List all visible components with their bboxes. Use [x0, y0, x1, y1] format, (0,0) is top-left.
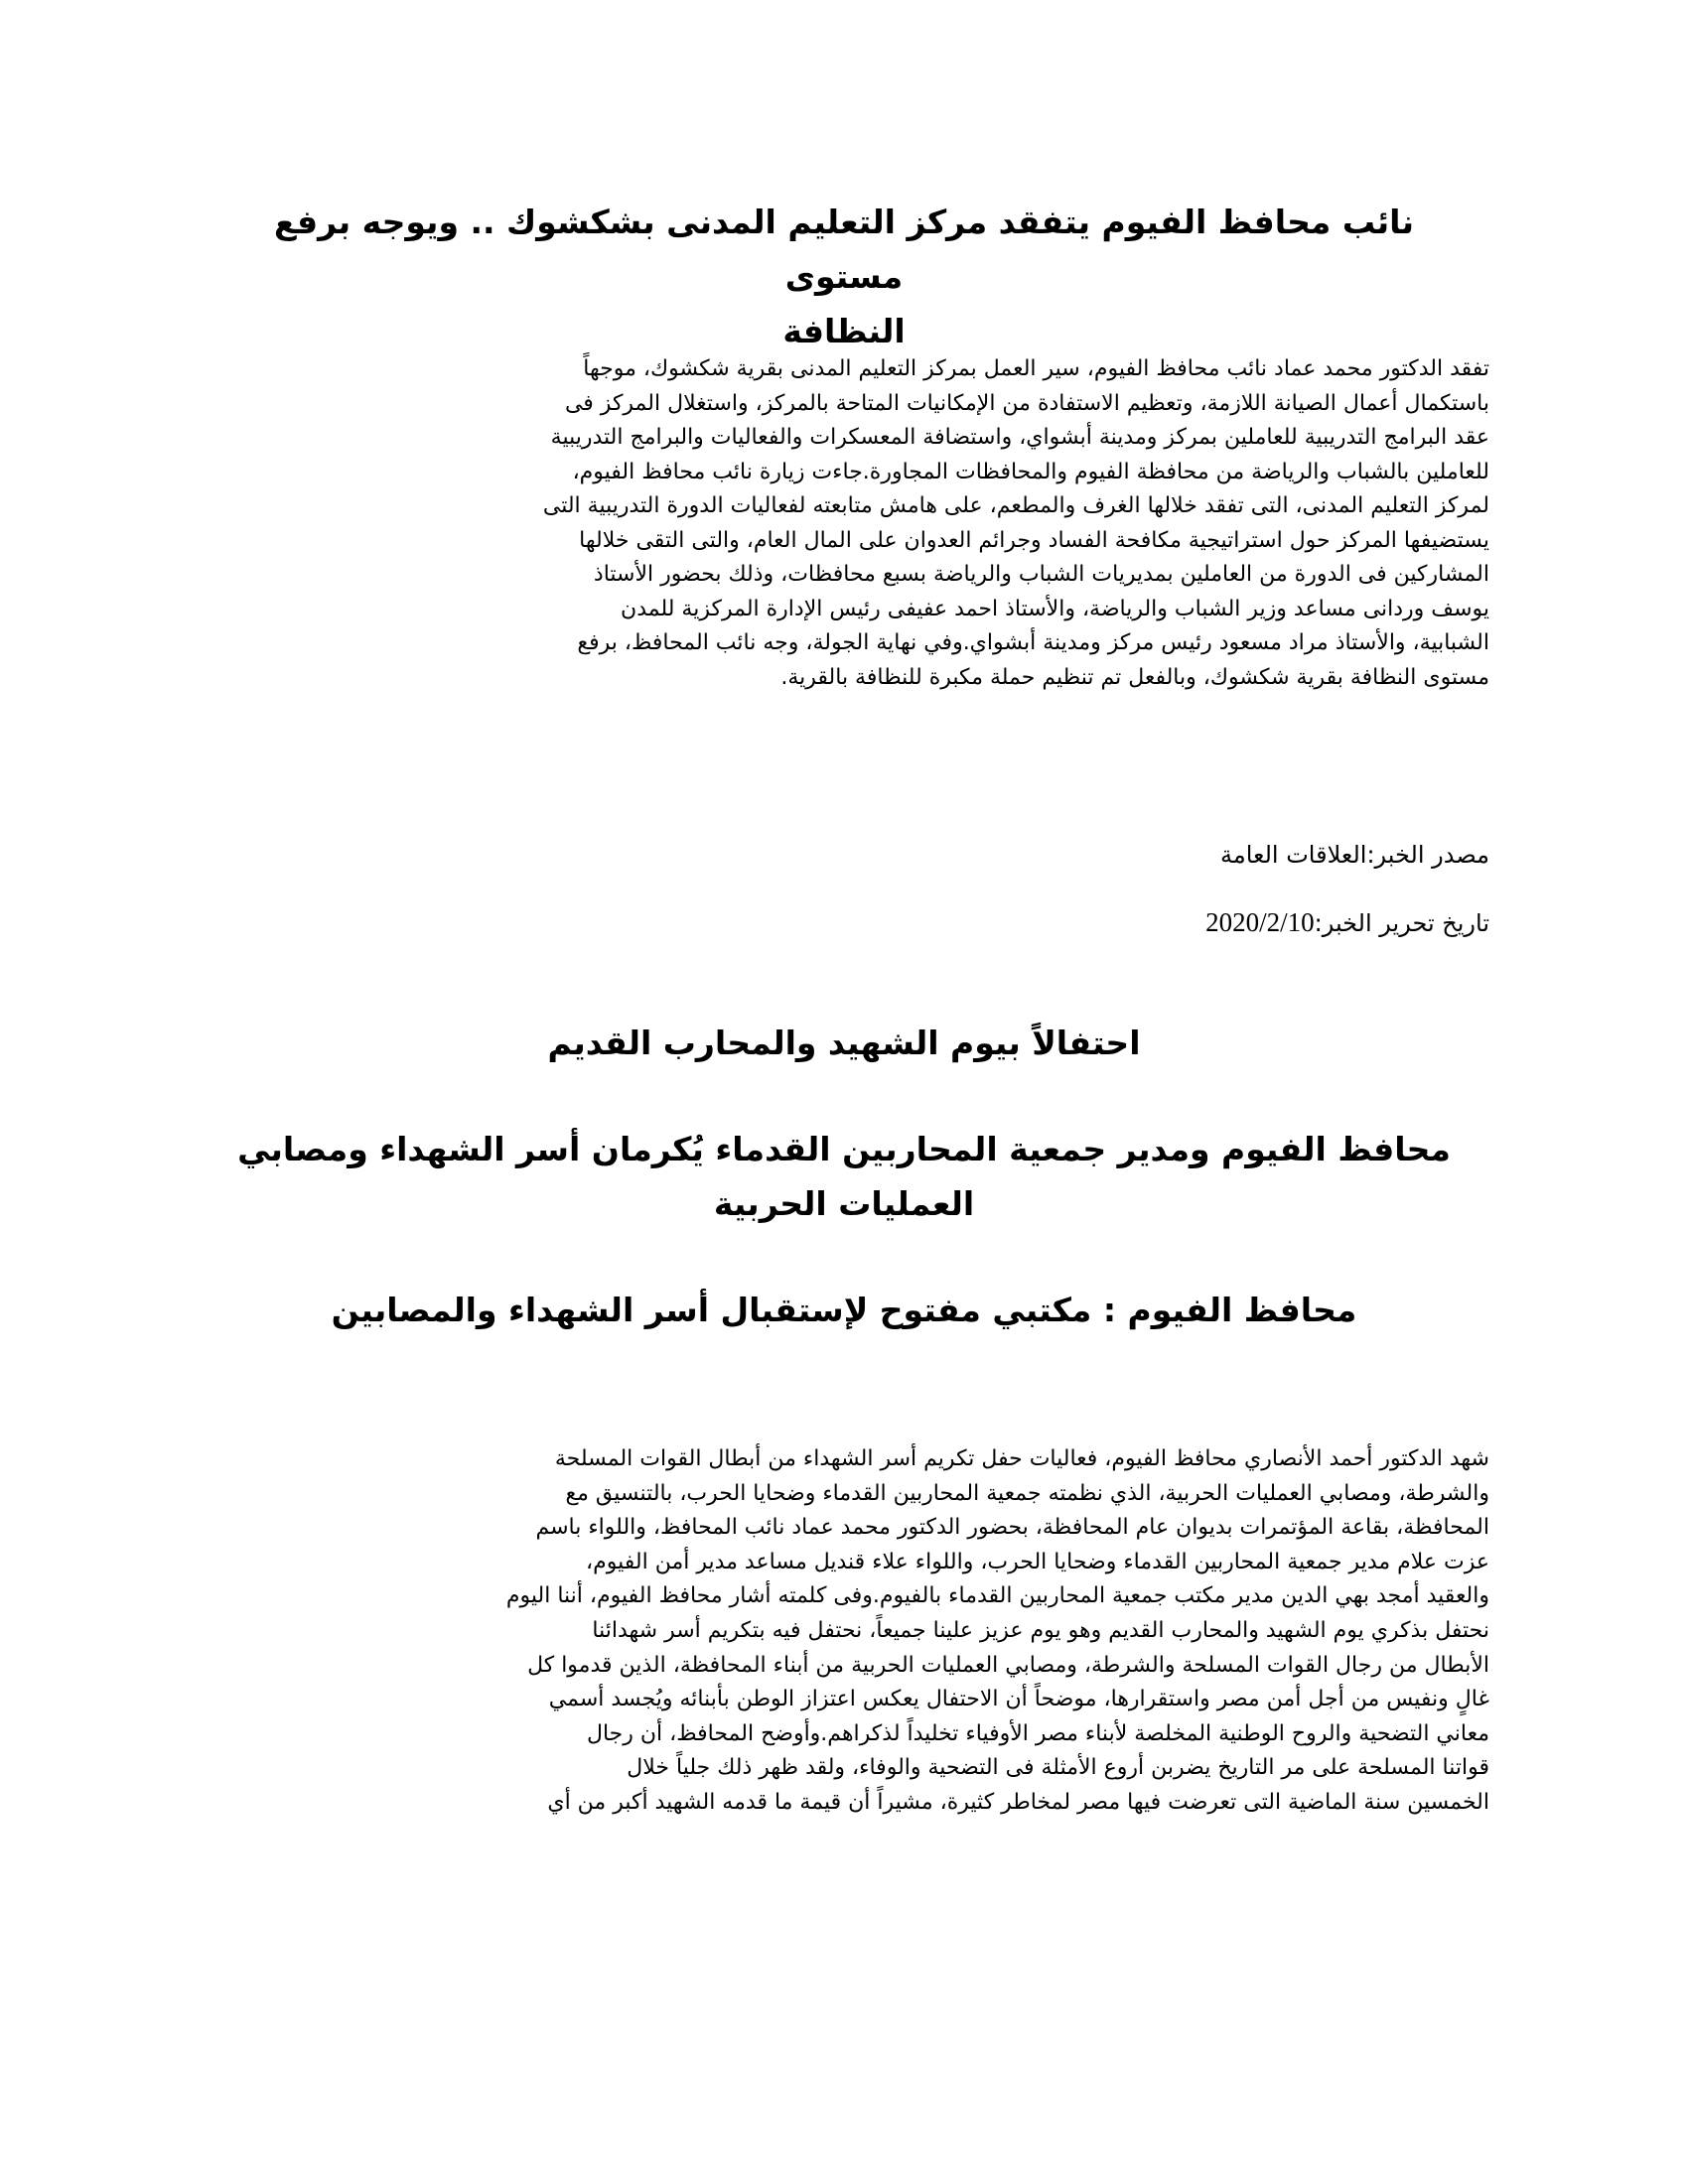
article2-body-line: قواتنا المسلحة على مر التاريخ يضربن أروع الأمثلة فى التضحية والوفاء، ولقد ظهر ذلك جلياً خلال — [627, 1755, 1489, 1781]
article1-body-line: يستضيفها المركز حول استراتيجية مكافحة الفساد وجرائم العدوان على المال العام، والتى التقى خلالها — [579, 527, 1489, 553]
article1-body-line: للعاملين بالشباب والرياضة من محافظة الفيوم والمحافظات المجاورة.جاءت زيارة نائب محافظ الفيوم، — [572, 459, 1489, 484]
article2-body-line: الأبطال من رجال القوات المسلحة والشرطة، ومصابي العمليات الحربية من أبناء المحافظة، الذين قدموا كل — [527, 1652, 1489, 1678]
article1-title — [213, 195, 1475, 358]
article2-subheadline2: محافظ الفيوم : مكتبي مفتوح لإستقبال أسر الشهداء والمصابين — [331, 1291, 1357, 1329]
article1-body-line: لمركز التعليم المدنى، التى تفقد خلالها الغرف والمطعم، على هامش متابعته لفعاليات الدورة التدريبية التى — [542, 493, 1489, 518]
article2-body-line: غالٍ ونفيس من أجل أمن مصر واستقرارها، موضحاً أن الاحتفال يعكس اعتزاز الوطن بأبنائه ويُجسد أسمي — [548, 1687, 1489, 1712]
article1-source — [199, 838, 1489, 872]
article2-subheadline — [213, 1122, 1475, 1231]
source-value: العلاقات العامة — [1219, 841, 1367, 869]
article1-body-line: المشاركين فى الدورة من العاملين بمديريات الشباب والرياضة بسبع محافظات، وذلك بحضور الأستاذ — [593, 562, 1489, 587]
source-label: مصدر الخبر: — [1366, 841, 1489, 869]
article1-title-line: النظافة — [782, 312, 906, 350]
article2-body-line: الخمسين سنة الماضية التى تعرضت فيها مصر لمخاطر كثيرة، مشيراً أن قيمة ما قدمه الشهيد أكبر من أي — [547, 1789, 1489, 1815]
article2-body-line: معاني التضحية والروح الوطنية المخلصة لأبناء مصر الأوفياء تخليداً لذكراهم.وأوضح المحافظ، أن رجال — [586, 1720, 1489, 1746]
article2-body-line: والشرطة، ومصابي العمليات الحربية، الذي نظمته جمعية المحاربين القدماء وضحايا الحرب، بالتنسيق مع — [565, 1480, 1489, 1506]
article1-body-line: يوسف وردانى مساعد وزير الشباب والرياضة، والأستاذ احمد عفيفى رئيس الإدارة المركزية للمدن — [621, 596, 1489, 621]
article2-subheadline-line: محافظ الفيوم ومدير جمعية المحاربين القدماء يُكرمان أسر الشهداء ومصابي — [237, 1130, 1451, 1168]
article2-body-line: شهد الدكتور أحمد الأنصاري محافظ الفيوم، فعاليات حفل تكريم أسر الشهداء من أبطال القوات المسلحة — [554, 1446, 1489, 1471]
article1-body-line: مستوى النظافة بقرية شكشوك، وبالفعل تم تنظيم حملة مكبرة للنظافة بالقرية. — [780, 664, 1489, 690]
article2-subheadline-line: العمليات الحربية — [713, 1184, 975, 1223]
date-label: تاريخ تحرير الخبر: — [1314, 909, 1489, 937]
date-value: 2020/2/10 — [1205, 907, 1315, 937]
article1-body-line: الشبابية، والأستاذ مراد مسعود رئيس مركز ومدينة أبشواي.وفي نهاية الجولة، وجه نائب المحافظ، برفع — [577, 630, 1489, 655]
article2-body-line: عزت علام مدير جمعية المحاربين القدماء وضحايا الحرب، واللواء علاء قنديل مساعد مدير أمن الفيوم، — [586, 1549, 1489, 1574]
article2-body-line: المحافظة، بقاعة المؤتمرات بديوان عام المحافظة، بحضور الدكتور محمد عماد نائب المحافظ، واللواء باسم — [535, 1515, 1489, 1541]
article1-body-line: تفقد الدكتور محمد عماد نائب محافظ الفيوم، سير العمل بمركز التعليم المدنى بقرية شكشوك، موجهاً — [583, 356, 1489, 381]
article1-body-line: عقد البرامج التدريبية للعاملين بمركز ومدينة أبشواي، واستضافة المعسكرات والفعاليات والبرامج التدريبية — [550, 425, 1489, 450]
article1-body-line: باستكمال أعمال الصيانة اللازمة، وتعظيم الاستفادة من الإمكانيات المتاحة بالمركز، واستغلال المركز فى — [564, 390, 1489, 416]
article1-title-line: نائب محافظ الفيوم يتفقد مركز التعليم المدنى بشكشوك .. ويوجه برفع مستوى — [274, 203, 1414, 296]
article1-date — [199, 905, 1489, 940]
article1-body — [199, 352, 1489, 695]
article2-body — [199, 1442, 1489, 1821]
article2-body-line: نحتفل بذكري يوم الشهيد والمحارب القديم وهو يوم عزيز علينا جميعاً، نحتفل فيه بتكريم أسر شهدائنا — [592, 1617, 1489, 1643]
article2-headline: احتفالاً بيوم الشهيد والمحارب القديم — [547, 1024, 1141, 1062]
article2-body-line: والعقيد أمجد بهي الدين مدير مكتب جمعية المحاربين القدماء بالفيوم.وفى كلمته أشار محافظ الفيوم، أننا اليوم — [505, 1583, 1489, 1609]
